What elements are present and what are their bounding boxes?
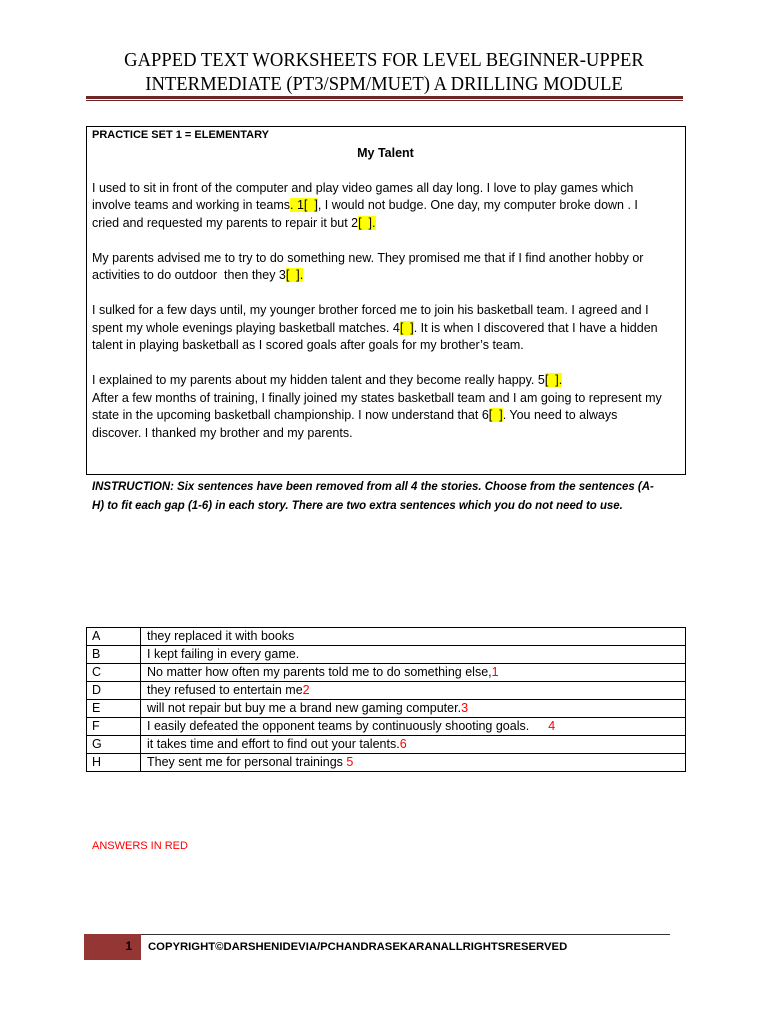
page-number: 1 <box>125 941 132 953</box>
gap-blank-4: [ ] <box>399 320 414 335</box>
option-sentence: No matter how often my parents told me to do something else, <box>147 665 492 679</box>
answers-note: ANSWERS IN RED <box>92 840 188 852</box>
story-line <box>92 407 679 425</box>
story-line <box>92 320 679 338</box>
instruction-line: H) to fit each gap (1-6) in each story. There are two extra sentences which you do not need to use. <box>92 497 623 512</box>
answer-number: 1 <box>491 665 499 679</box>
document-title-line-2: INTERMEDIATE (PT3/SPM/MUET) A DRILLING MODULE <box>145 73 623 95</box>
option-sentence: will not repair but buy me a brand new gaming computer. <box>147 701 462 715</box>
story-text: I used to sit in front of the computer and play video games all day long. I love to play games which <box>92 180 634 195</box>
option-row-f <box>87 718 685 736</box>
option-sentence-cell <box>141 718 555 735</box>
option-letter: A <box>87 628 141 645</box>
option-letter: E <box>87 700 141 717</box>
story-text: My parents advised me to try to do something new. They promised me that if I find another hobby or <box>92 250 644 265</box>
story-text: discover. I thanked my brother and my parents. <box>92 425 353 440</box>
story-text: talent in playing basketball as I scored goals after goals for my brother’s team. <box>92 338 524 352</box>
story-text: I sulked for a few days until, my younger brother forced me to join his basketball team. I agreed and I <box>92 303 649 317</box>
story-line <box>92 390 679 408</box>
story-line <box>92 337 679 355</box>
header-rule-thin <box>86 100 683 101</box>
answer-number: 3 <box>461 701 469 715</box>
story-line <box>92 197 679 215</box>
practice-set-label: PRACTICE SET 1 = ELEMENTARY <box>92 129 269 141</box>
option-sentence: they refused to entertain me <box>147 683 303 697</box>
story-text: I explained to my parents about my hidden talent and they become really happy. 5 <box>92 373 545 387</box>
story-line <box>92 180 679 198</box>
story-line <box>92 372 679 390</box>
story-line <box>92 267 679 285</box>
story-text: involve teams and working in teams <box>92 198 291 212</box>
option-letter: F <box>87 718 141 735</box>
story-text: After a few months of training, I finally joined my states basketball team and I am going to represent my <box>92 390 662 405</box>
story-text: . It is when I discovered that I have a hidden <box>413 320 658 335</box>
instruction-line: INSTRUCTION: Six sentences have been removed from all 4 the stories. Choose from the sentences (A- <box>92 479 654 493</box>
option-row-d <box>87 682 685 700</box>
story-text: spent my whole evenings playing basketball matches. 4 <box>92 320 400 335</box>
answer-number: 5 <box>346 755 354 769</box>
option-sentence-cell <box>141 628 294 645</box>
option-row-h <box>87 754 685 771</box>
option-sentence: I kept failing in every game. <box>147 647 300 661</box>
story-paragraph-3 <box>92 302 679 355</box>
document-title-line-1: GAPPED TEXT WORKSHEETS FOR LEVEL BEGINNER-UPPER <box>124 49 644 71</box>
answer-number: 6 <box>399 737 407 751</box>
story-line <box>92 425 679 443</box>
option-sentence: they replaced it with books <box>147 629 295 643</box>
gap-blank-1: . 1[ ] <box>290 198 318 212</box>
option-row-c <box>87 664 685 682</box>
option-sentence: it takes time and effort to find out your talents. <box>147 737 400 751</box>
gap-blank-2: [ ]. <box>358 215 376 230</box>
footer-rule <box>141 934 670 935</box>
story-box <box>86 126 686 475</box>
option-sentence-cell <box>141 646 299 663</box>
document-title <box>0 48 768 96</box>
story-text: state in the upcoming basketball championship. I now understand that 6 <box>92 408 489 422</box>
option-letter: G <box>87 736 141 753</box>
story-line <box>92 215 679 233</box>
gap-blank-6: [ ] <box>488 408 503 422</box>
story-text: cried and requested my parents to repair it but 2 <box>92 215 359 230</box>
option-row-b <box>87 646 685 664</box>
option-sentence: I easily defeated the opponent teams by continuously shooting goals. <box>147 719 530 733</box>
option-row-g <box>87 736 685 754</box>
option-sentence-cell <box>141 736 407 753</box>
gap-blank-5: [ ]. <box>544 373 563 387</box>
story-paragraph-2 <box>92 250 679 285</box>
option-letter: B <box>87 646 141 663</box>
option-row-e <box>87 700 685 718</box>
story-paragraph-4 <box>92 372 679 442</box>
story-line <box>92 302 679 320</box>
option-sentence-cell <box>141 682 310 699</box>
story-text: activities to do outdoor then they 3 <box>92 268 286 282</box>
option-letter: C <box>87 664 141 681</box>
option-sentence-cell <box>141 664 499 681</box>
header-rule-thick <box>86 96 683 99</box>
options-table <box>86 627 686 772</box>
option-letter: D <box>87 682 141 699</box>
page-number-box <box>84 934 141 960</box>
gap-blank-3: [ ]. <box>285 268 304 282</box>
instruction-text <box>92 477 654 514</box>
answer-number: 2 <box>302 683 310 697</box>
story-text: . You need to always <box>502 408 618 422</box>
story-title: My Talent <box>357 145 414 160</box>
option-row-a <box>87 628 685 646</box>
option-sentence: They sent me for personal trainings <box>147 755 347 769</box>
answer-number: 4 <box>548 719 556 733</box>
story-text: , I would not budge. One day, my computer broke down . I <box>317 198 638 212</box>
copyright-text: COPYRIGHT©DARSHENIDEVIA/PCHANDRASEKARANALLRIGHTSRESERVED <box>148 941 568 953</box>
option-letter: H <box>87 754 141 771</box>
story-line <box>92 250 679 268</box>
option-sentence-cell <box>141 754 353 771</box>
story-paragraph-1 <box>92 180 679 233</box>
option-sentence-cell <box>141 700 468 717</box>
